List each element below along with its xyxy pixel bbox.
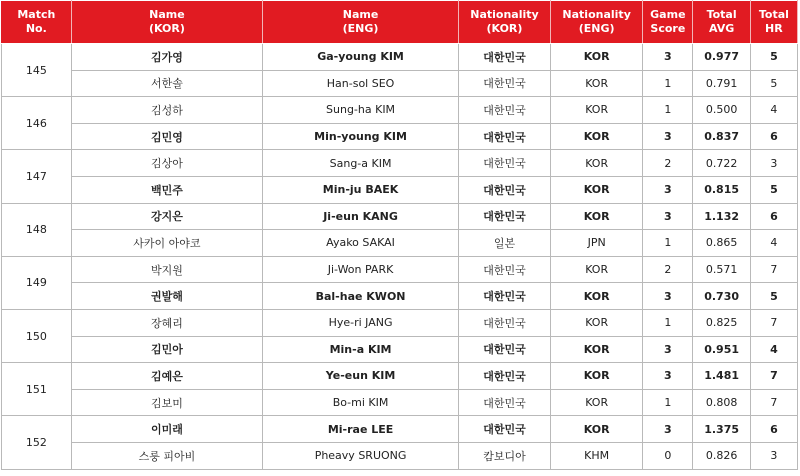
nationality-eng: KOR xyxy=(551,70,643,97)
nationality-eng: KOR xyxy=(551,363,643,390)
nationality-kor: 캄보디아 xyxy=(458,442,550,469)
table-row xyxy=(2,230,798,257)
nationality-eng: KOR xyxy=(551,176,643,203)
nationality-eng: KOR xyxy=(551,150,643,177)
total-hr: 5 xyxy=(750,176,797,203)
game-score: 3 xyxy=(643,176,693,203)
table-row xyxy=(2,123,798,150)
total-hr: 6 xyxy=(750,123,797,150)
total-avg: 0.837 xyxy=(693,123,750,150)
results-table xyxy=(1,0,798,470)
game-score: 1 xyxy=(643,97,693,124)
total-avg: 0.977 xyxy=(693,44,750,71)
table-row xyxy=(2,203,798,230)
nationality-kor: 대한민국 xyxy=(458,283,550,310)
total-avg: 0.500 xyxy=(693,97,750,124)
table-row xyxy=(2,97,798,124)
nationality-eng: KOR xyxy=(551,309,643,336)
player-name-eng: Pheavy SRUONG xyxy=(263,442,459,469)
player-name-eng: Ayako SAKAI xyxy=(263,230,459,257)
table-row xyxy=(2,442,798,469)
total-hr: 5 xyxy=(750,70,797,97)
total-hr: 7 xyxy=(750,389,797,416)
match-number: 148 xyxy=(2,203,72,256)
player-name-kor: 백민주 xyxy=(71,176,263,203)
total-hr: 4 xyxy=(750,230,797,257)
player-name-eng: Bal-hae KWON xyxy=(263,283,459,310)
match-number: 151 xyxy=(2,363,72,416)
player-name-eng: Sung-ha KIM xyxy=(263,97,459,124)
total-hr: 3 xyxy=(750,150,797,177)
game-score: 3 xyxy=(643,336,693,363)
total-hr: 6 xyxy=(750,203,797,230)
table-header xyxy=(2,1,798,44)
table-row xyxy=(2,150,798,177)
nationality-kor: 대한민국 xyxy=(458,389,550,416)
player-name-eng: Bo-mi KIM xyxy=(263,389,459,416)
player-name-kor: 김보미 xyxy=(71,389,263,416)
game-score: 2 xyxy=(643,256,693,283)
total-avg: 0.865 xyxy=(693,230,750,257)
total-avg: 1.375 xyxy=(693,416,750,443)
table-row xyxy=(2,416,798,443)
match-number: 146 xyxy=(2,97,72,150)
header-total-avg xyxy=(693,1,750,44)
player-name-kor: 김상아 xyxy=(71,150,263,177)
total-hr: 7 xyxy=(750,309,797,336)
match-number: 150 xyxy=(2,309,72,362)
nationality-eng: KOR xyxy=(551,123,643,150)
game-score: 0 xyxy=(643,442,693,469)
game-score: 1 xyxy=(643,230,693,257)
nationality-eng: KOR xyxy=(551,256,643,283)
player-name-eng: Ji-eun KANG xyxy=(263,203,459,230)
player-name-eng: Hye-ri JANG xyxy=(263,309,459,336)
game-score: 1 xyxy=(643,70,693,97)
game-score: 1 xyxy=(643,389,693,416)
nationality-eng: KOR xyxy=(551,336,643,363)
header-match-no-line1: Match xyxy=(17,8,56,21)
header-nationality-eng xyxy=(551,1,643,44)
header-game-score-line2: Score xyxy=(650,22,686,35)
game-score: 1 xyxy=(643,309,693,336)
header-total-hr xyxy=(750,1,797,44)
player-name-eng: Min-ju BAEK xyxy=(263,176,459,203)
header-match-no-line2: No. xyxy=(25,22,47,35)
nationality-kor: 대한민국 xyxy=(458,70,550,97)
player-name-kor: 김민아 xyxy=(71,336,263,363)
nationality-eng: KOR xyxy=(551,97,643,124)
total-hr: 4 xyxy=(750,97,797,124)
header-nationality-kor-line2: (KOR) xyxy=(486,22,523,35)
nationality-eng: KOR xyxy=(551,44,643,71)
header-match-no xyxy=(2,1,72,44)
player-name-eng: Ga-young KIM xyxy=(263,44,459,71)
table-row xyxy=(2,389,798,416)
header-total-avg-line1: Total xyxy=(706,8,737,21)
total-hr: 6 xyxy=(750,416,797,443)
total-avg: 0.826 xyxy=(693,442,750,469)
total-hr: 7 xyxy=(750,256,797,283)
header-game-score-line1: Game xyxy=(650,8,686,21)
total-avg: 0.808 xyxy=(693,389,750,416)
player-name-eng: Ji-Won PARK xyxy=(263,256,459,283)
player-name-kor: 김가영 xyxy=(71,44,263,71)
nationality-kor: 대한민국 xyxy=(458,416,550,443)
header-name-kor-line1: Name xyxy=(149,8,185,21)
game-score: 3 xyxy=(643,123,693,150)
table-row xyxy=(2,336,798,363)
header-name-eng-line2: (ENG) xyxy=(342,22,379,35)
total-avg: 0.951 xyxy=(693,336,750,363)
header-nationality-eng-line1: Nationality xyxy=(562,8,631,21)
nationality-eng: KOR xyxy=(551,283,643,310)
player-name-kor: 박지원 xyxy=(71,256,263,283)
header-row xyxy=(2,1,798,44)
header-total-hr-line1: Total xyxy=(758,8,789,21)
nationality-eng: KOR xyxy=(551,203,643,230)
nationality-kor: 대한민국 xyxy=(458,176,550,203)
player-name-kor: 권발해 xyxy=(71,283,263,310)
total-hr: 3 xyxy=(750,442,797,469)
game-score: 2 xyxy=(643,150,693,177)
nationality-kor: 대한민국 xyxy=(458,309,550,336)
header-name-kor xyxy=(71,1,263,44)
player-name-kor: 서한솔 xyxy=(71,70,263,97)
header-total-avg-line2: AVG xyxy=(708,22,735,35)
nationality-kor: 대한민국 xyxy=(458,150,550,177)
player-name-eng: Min-a KIM xyxy=(263,336,459,363)
player-name-kor: 김성하 xyxy=(71,97,263,124)
total-avg: 0.791 xyxy=(693,70,750,97)
player-name-eng: Ye-eun KIM xyxy=(263,363,459,390)
total-avg: 0.825 xyxy=(693,309,750,336)
table-row xyxy=(2,256,798,283)
table-row xyxy=(2,283,798,310)
player-name-eng: Sang-a KIM xyxy=(263,150,459,177)
nationality-eng: KOR xyxy=(551,416,643,443)
total-avg: 0.815 xyxy=(693,176,750,203)
header-name-eng-line1: Name xyxy=(342,8,379,21)
header-game-score xyxy=(643,1,693,44)
header-nationality-eng-line2: (ENG) xyxy=(578,22,615,35)
nationality-kor: 대한민국 xyxy=(458,363,550,390)
player-name-kor: 이미래 xyxy=(71,416,263,443)
game-score: 3 xyxy=(643,363,693,390)
nationality-eng: JPN xyxy=(551,230,643,257)
total-avg: 1.132 xyxy=(693,203,750,230)
nationality-kor: 대한민국 xyxy=(458,44,550,71)
total-avg: 0.730 xyxy=(693,283,750,310)
nationality-kor: 대한민국 xyxy=(458,97,550,124)
total-hr: 7 xyxy=(750,363,797,390)
total-avg: 0.722 xyxy=(693,150,750,177)
game-score: 3 xyxy=(643,44,693,71)
nationality-eng: KOR xyxy=(551,389,643,416)
total-hr: 4 xyxy=(750,336,797,363)
game-score: 3 xyxy=(643,416,693,443)
total-avg: 0.571 xyxy=(693,256,750,283)
table-row xyxy=(2,309,798,336)
header-name-kor-line2: (KOR) xyxy=(148,22,185,35)
player-name-kor: 김민영 xyxy=(71,123,263,150)
player-name-kor: 사카이 아야코 xyxy=(71,230,263,257)
header-name-eng xyxy=(263,1,459,44)
nationality-eng: KHM xyxy=(551,442,643,469)
player-name-eng: Han-sol SEO xyxy=(263,70,459,97)
table-body xyxy=(2,44,798,470)
player-name-eng: Mi-rae LEE xyxy=(263,416,459,443)
game-score: 3 xyxy=(643,283,693,310)
nationality-kor: 대한민국 xyxy=(458,123,550,150)
player-name-eng: Min-young KIM xyxy=(263,123,459,150)
player-name-kor: 장혜리 xyxy=(71,309,263,336)
header-total-hr-line2: HR xyxy=(765,22,783,35)
match-number: 152 xyxy=(2,416,72,469)
nationality-kor: 대한민국 xyxy=(458,203,550,230)
nationality-kor: 대한민국 xyxy=(458,256,550,283)
match-number: 149 xyxy=(2,256,72,309)
player-name-kor: 김예은 xyxy=(71,363,263,390)
table-row xyxy=(2,363,798,390)
match-number: 147 xyxy=(2,150,72,203)
table-row xyxy=(2,70,798,97)
total-avg: 1.481 xyxy=(693,363,750,390)
header-nationality-kor xyxy=(458,1,550,44)
player-name-kor: 강지은 xyxy=(71,203,263,230)
header-nationality-kor-line1: Nationality xyxy=(470,8,539,21)
table-row xyxy=(2,176,798,203)
player-name-kor: 스룽 피아비 xyxy=(71,442,263,469)
match-number: 145 xyxy=(2,44,72,97)
nationality-kor: 대한민국 xyxy=(458,336,550,363)
nationality-kor: 일본 xyxy=(458,230,550,257)
game-score: 3 xyxy=(643,203,693,230)
table-row xyxy=(2,44,798,71)
total-hr: 5 xyxy=(750,283,797,310)
total-hr: 5 xyxy=(750,44,797,71)
